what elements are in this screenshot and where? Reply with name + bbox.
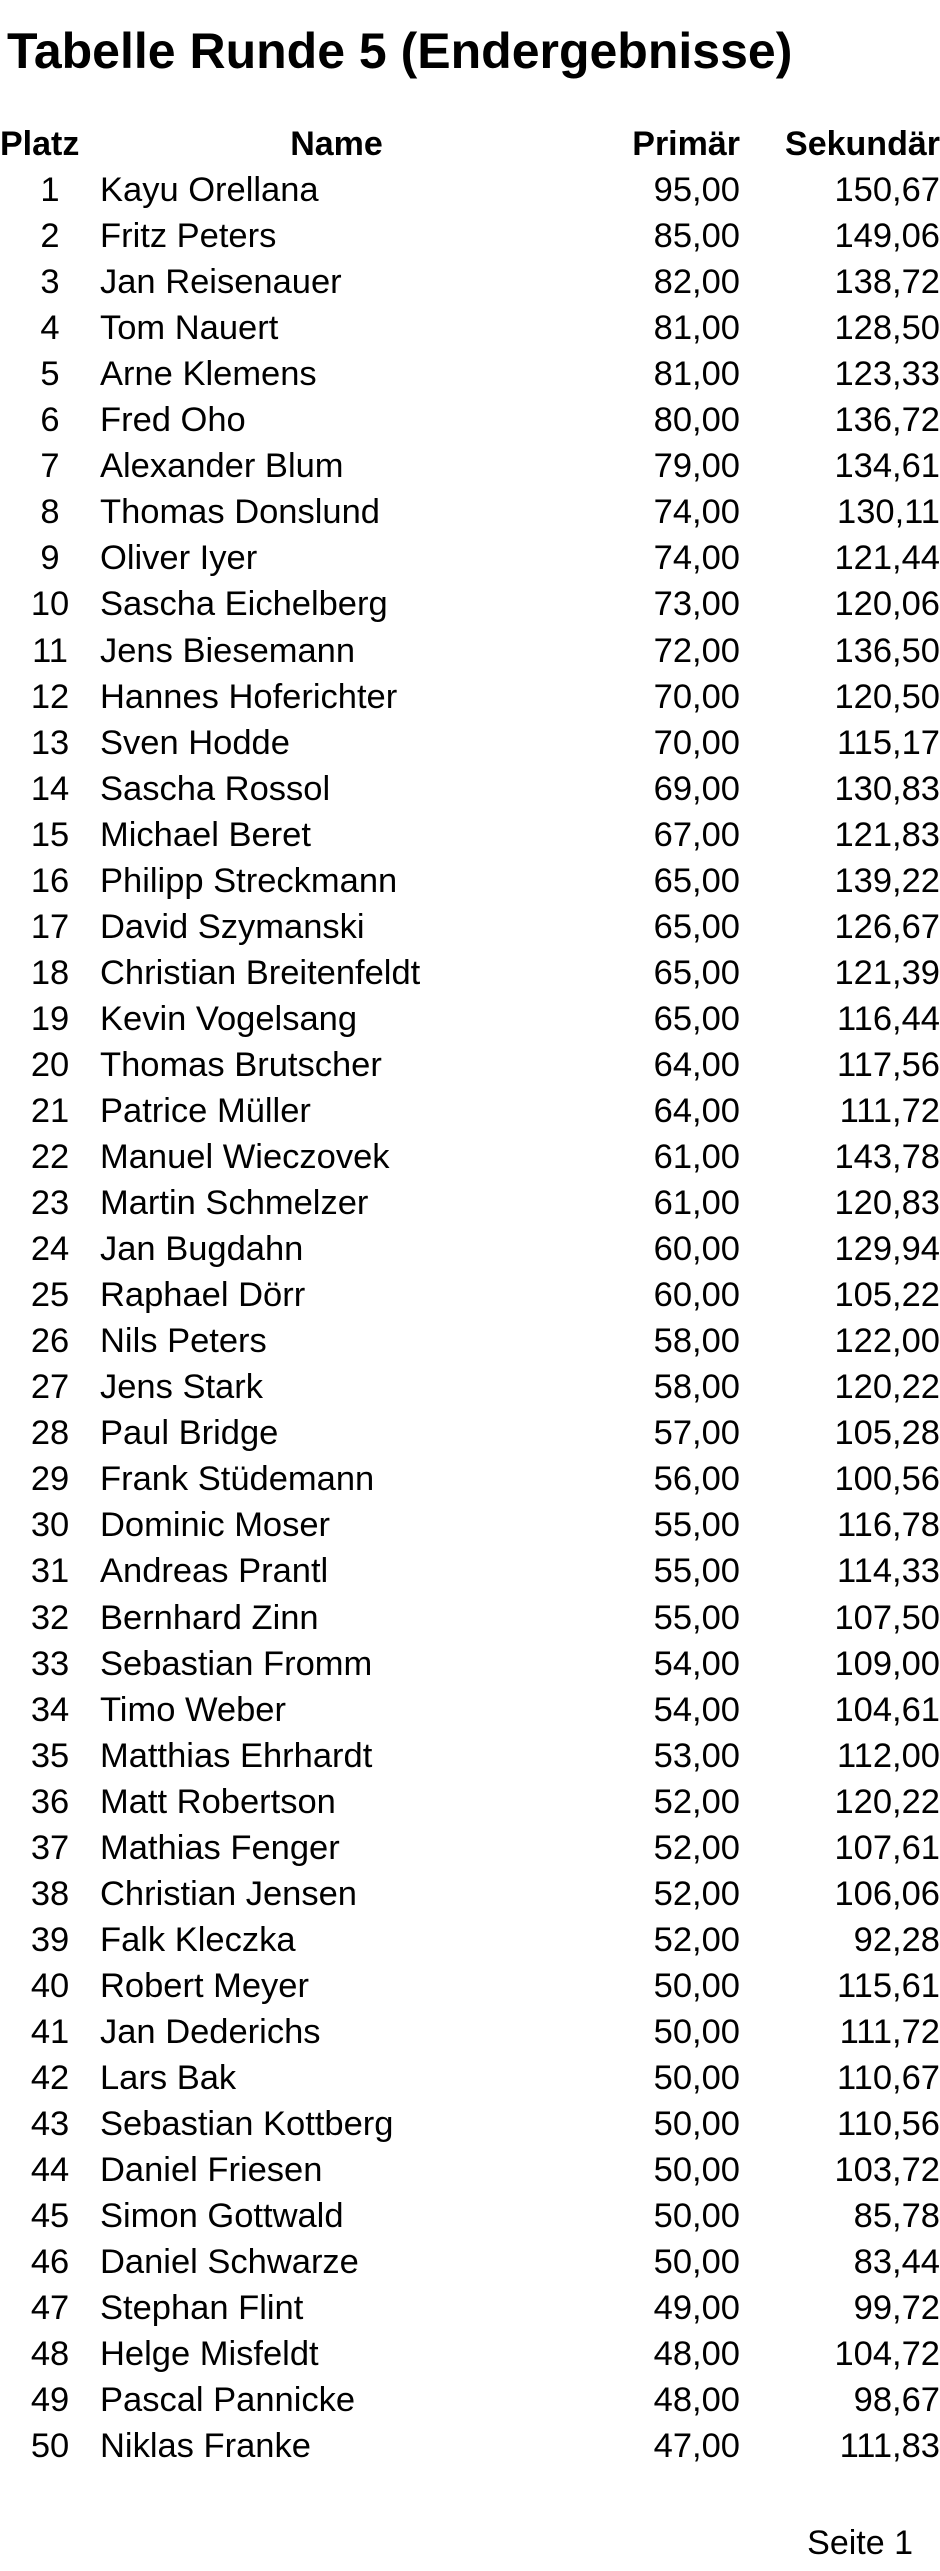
cell-sekundaer: 121,39 xyxy=(834,953,940,992)
cell-name: Niklas Franke xyxy=(100,2427,311,2466)
cell-name: Bernhard Zinn xyxy=(100,1598,319,1637)
cell-primaer: 70,00 xyxy=(653,723,740,762)
cell-primaer: 64,00 xyxy=(653,1092,740,1130)
cell-sekundaer: 129,94 xyxy=(834,1230,940,1269)
cell-platz: 13 xyxy=(30,723,70,762)
cell-primaer: 54,00 xyxy=(653,1644,740,1683)
cell-platz: 2 xyxy=(40,217,60,256)
table-row xyxy=(0,489,940,535)
cell-platz: 49 xyxy=(30,2381,70,2420)
cell-platz: 27 xyxy=(30,1368,70,1407)
table-row xyxy=(0,1410,940,1456)
cell-sekundaer: 83,44 xyxy=(853,2243,940,2282)
table-row xyxy=(0,1318,940,1364)
cell-platz: 33 xyxy=(30,1644,70,1683)
cell-name: Sebastian Fromm xyxy=(100,1644,373,1683)
table-body xyxy=(0,167,940,2469)
cell-sekundaer: 138,72 xyxy=(834,263,940,302)
column-header-primaer: Primär xyxy=(632,125,740,164)
cell-primaer: 65,00 xyxy=(653,907,740,946)
table-row xyxy=(0,2009,940,2055)
table-row xyxy=(0,996,940,1042)
cell-platz: 8 xyxy=(40,493,60,532)
cell-sekundaer: 120,22 xyxy=(834,1368,940,1407)
table-row xyxy=(0,720,940,766)
cell-name: Sebastian Kottberg xyxy=(100,2105,394,2144)
cell-primaer: 81,00 xyxy=(653,309,740,348)
cell-sekundaer: 110,67 xyxy=(837,2058,940,2097)
cell-primaer: 58,00 xyxy=(653,1322,740,1361)
table-row xyxy=(0,1272,940,1318)
table-row xyxy=(0,674,940,720)
cell-sekundaer: 111,72 xyxy=(839,1092,940,1130)
cell-platz: 11 xyxy=(32,631,68,670)
cell-sekundaer: 85,78 xyxy=(853,2197,940,2236)
cell-primaer: 64,00 xyxy=(653,1045,740,1084)
cell-sekundaer: 110,56 xyxy=(837,2105,940,2144)
page-title: Tabelle Runde 5 (Endergebnisse) xyxy=(7,23,793,79)
cell-primaer: 61,00 xyxy=(653,1138,740,1177)
cell-platz: 9 xyxy=(40,539,60,578)
cell-primaer: 69,00 xyxy=(653,769,740,808)
cell-sekundaer: 115,61 xyxy=(837,1966,940,2005)
table-row xyxy=(0,305,940,351)
table-row xyxy=(0,1917,940,1963)
cell-platz: 35 xyxy=(30,1736,70,1775)
cell-name: Nils Peters xyxy=(100,1322,267,1361)
cell-platz: 42 xyxy=(30,2058,70,2097)
cell-sekundaer: 98,67 xyxy=(853,2381,940,2420)
cell-name: Manuel Wieczovek xyxy=(100,1138,390,1177)
cell-sekundaer: 143,78 xyxy=(834,1138,940,1177)
table-row xyxy=(0,1042,940,1088)
cell-primaer: 80,00 xyxy=(653,401,740,440)
cell-primaer: 95,00 xyxy=(653,171,740,210)
cell-primaer: 58,00 xyxy=(653,1368,740,1407)
cell-sekundaer: 120,06 xyxy=(834,585,940,624)
cell-name: Jens Stark xyxy=(100,1368,263,1407)
cell-primaer: 49,00 xyxy=(653,2289,740,2328)
cell-sekundaer: 107,50 xyxy=(834,1598,940,1637)
table-row xyxy=(0,1180,940,1226)
cell-name: Patrice Müller xyxy=(100,1092,311,1130)
cell-sekundaer: 100,56 xyxy=(834,1460,940,1499)
table-row xyxy=(0,2147,940,2193)
cell-sekundaer: 99,72 xyxy=(853,2289,940,2328)
table-row xyxy=(0,1595,940,1641)
table-row xyxy=(0,535,940,581)
cell-sekundaer: 130,83 xyxy=(834,769,940,808)
table-row xyxy=(0,1226,940,1272)
cell-name: Jan Reisenauer xyxy=(100,263,342,302)
cell-primaer: 65,00 xyxy=(653,953,740,992)
table-row xyxy=(0,950,940,996)
cell-primaer: 48,00 xyxy=(653,2381,740,2420)
cell-sekundaer: 122,00 xyxy=(834,1322,940,1361)
cell-platz: 40 xyxy=(30,1966,70,2005)
cell-platz: 1 xyxy=(40,171,60,210)
cell-platz: 10 xyxy=(30,585,70,624)
cell-name: Fred Oho xyxy=(100,401,246,440)
cell-name: Alexander Blum xyxy=(100,447,344,486)
cell-name: Tom Nauert xyxy=(100,309,279,348)
cell-sekundaer: 150,67 xyxy=(834,171,940,210)
column-header-platz: Platz xyxy=(0,125,80,164)
cell-primaer: 55,00 xyxy=(653,1552,740,1591)
cell-name: Paul Bridge xyxy=(100,1414,279,1453)
cell-sekundaer: 117,56 xyxy=(837,1045,940,1084)
cell-sekundaer: 134,61 xyxy=(834,447,940,486)
cell-primaer: 55,00 xyxy=(653,1506,740,1545)
cell-primaer: 50,00 xyxy=(653,2012,740,2051)
cell-primaer: 55,00 xyxy=(653,1598,740,1637)
cell-name: Falk Kleczka xyxy=(100,1920,296,1959)
page-number: Seite 1 xyxy=(807,2524,913,2562)
cell-name: Pascal Pannicke xyxy=(100,2381,356,2420)
column-header-sekundaer: Sekundär xyxy=(785,125,940,164)
cell-name: Frank Stüdemann xyxy=(100,1460,375,1499)
table-row xyxy=(0,259,940,305)
cell-name: Jan Bugdahn xyxy=(100,1230,304,1269)
cell-sekundaer: 104,61 xyxy=(834,1690,940,1729)
cell-primaer: 60,00 xyxy=(653,1276,740,1315)
cell-name: Arne Klemens xyxy=(100,355,317,394)
table-row xyxy=(0,443,940,489)
table-row xyxy=(0,397,940,443)
cell-platz: 23 xyxy=(30,1184,70,1223)
table-row xyxy=(0,2055,940,2101)
cell-platz: 38 xyxy=(30,1874,70,1913)
table-row xyxy=(0,766,940,812)
cell-sekundaer: 104,72 xyxy=(834,2335,940,2374)
cell-sekundaer: 136,72 xyxy=(834,401,940,440)
cell-primaer: 72,00 xyxy=(653,631,740,670)
table-row xyxy=(0,1871,940,1917)
cell-sekundaer: 92,28 xyxy=(853,1920,940,1959)
cell-name: Lars Bak xyxy=(100,2058,237,2097)
cell-name: Fritz Peters xyxy=(100,217,277,256)
table-row xyxy=(0,1779,940,1825)
cell-platz: 45 xyxy=(30,2197,70,2236)
cell-sekundaer: 115,17 xyxy=(837,723,940,762)
cell-sekundaer: 120,83 xyxy=(834,1184,940,1223)
cell-primaer: 56,00 xyxy=(653,1460,740,1499)
cell-platz: 32 xyxy=(30,1598,70,1637)
table-row xyxy=(0,351,940,397)
table-row xyxy=(0,812,940,858)
cell-name: Christian Jensen xyxy=(100,1874,357,1913)
cell-name: Jens Biesemann xyxy=(100,631,356,670)
cell-platz: 6 xyxy=(40,401,60,440)
cell-platz: 14 xyxy=(30,769,70,808)
cell-sekundaer: 149,06 xyxy=(834,217,940,256)
cell-primaer: 50,00 xyxy=(653,2197,740,2236)
cell-sekundaer: 111,83 xyxy=(839,2427,940,2466)
cell-name: Matt Robertson xyxy=(100,1782,336,1821)
cell-platz: 7 xyxy=(40,447,60,486)
table-row xyxy=(0,1134,940,1180)
cell-sekundaer: 114,33 xyxy=(837,1552,940,1591)
cell-sekundaer: 107,61 xyxy=(834,1828,940,1867)
table-row xyxy=(0,1963,940,2009)
cell-name: Raphael Dörr xyxy=(100,1276,306,1315)
cell-name: Matthias Ehrhardt xyxy=(100,1736,373,1775)
cell-platz: 28 xyxy=(30,1414,70,1453)
cell-sekundaer: 136,50 xyxy=(834,631,940,670)
cell-name: Martin Schmelzer xyxy=(100,1184,369,1223)
cell-platz: 24 xyxy=(30,1230,70,1269)
table-row xyxy=(0,1641,940,1687)
cell-sekundaer: 103,72 xyxy=(834,2151,940,2190)
table-row xyxy=(0,2423,940,2469)
cell-name: Oliver Iyer xyxy=(100,539,258,578)
table-row xyxy=(0,858,940,904)
cell-sekundaer: 128,50 xyxy=(834,309,940,348)
cell-name: Daniel Friesen xyxy=(100,2151,323,2190)
cell-primaer: 48,00 xyxy=(653,2335,740,2374)
cell-primaer: 52,00 xyxy=(653,1920,740,1959)
cell-name: Mathias Fenger xyxy=(100,1828,340,1867)
cell-sekundaer: 139,22 xyxy=(834,861,940,900)
cell-primaer: 65,00 xyxy=(653,861,740,900)
table-row xyxy=(0,1088,940,1134)
cell-platz: 37 xyxy=(30,1828,70,1867)
cell-name: Sven Hodde xyxy=(100,723,290,762)
cell-sekundaer: 116,78 xyxy=(837,1506,940,1545)
cell-platz: 5 xyxy=(40,355,60,394)
cell-name: Thomas Donslund xyxy=(100,493,380,532)
cell-primaer: 52,00 xyxy=(653,1782,740,1821)
table-row xyxy=(0,213,940,259)
table-header-row xyxy=(0,121,940,167)
cell-platz: 25 xyxy=(30,1276,70,1315)
cell-name: Sascha Rossol xyxy=(100,769,331,808)
cell-platz: 29 xyxy=(30,1460,70,1499)
cell-primaer: 74,00 xyxy=(653,539,740,578)
cell-name: Michael Beret xyxy=(100,815,311,854)
cell-platz: 30 xyxy=(30,1506,70,1545)
cell-platz: 50 xyxy=(30,2427,70,2466)
cell-platz: 44 xyxy=(30,2151,70,2190)
cell-primaer: 53,00 xyxy=(653,1736,740,1775)
cell-primaer: 50,00 xyxy=(653,1966,740,2005)
table-row xyxy=(0,904,940,950)
cell-platz: 12 xyxy=(30,677,70,716)
cell-name: Sascha Eichelberg xyxy=(100,585,388,624)
cell-sekundaer: 109,00 xyxy=(834,1644,940,1683)
cell-primaer: 81,00 xyxy=(653,355,740,394)
cell-platz: 39 xyxy=(30,1920,70,1959)
cell-primaer: 82,00 xyxy=(653,263,740,302)
cell-platz: 34 xyxy=(30,1690,70,1729)
table-row xyxy=(0,2377,940,2423)
cell-name: David Szymanski xyxy=(100,907,365,946)
cell-primaer: 52,00 xyxy=(653,1828,740,1867)
cell-platz: 3 xyxy=(40,263,60,302)
cell-sekundaer: 120,50 xyxy=(834,677,940,716)
cell-platz: 21 xyxy=(30,1092,70,1130)
table-row xyxy=(0,1687,940,1733)
cell-primaer: 50,00 xyxy=(653,2151,740,2190)
cell-platz: 48 xyxy=(30,2335,70,2374)
cell-sekundaer: 121,83 xyxy=(834,815,940,854)
cell-primaer: 50,00 xyxy=(653,2105,740,2144)
cell-primaer: 60,00 xyxy=(653,1230,740,1269)
table-row xyxy=(0,2193,940,2239)
cell-platz: 43 xyxy=(30,2105,70,2144)
table-row xyxy=(0,1364,940,1410)
cell-platz: 17 xyxy=(30,907,70,946)
cell-primaer: 47,00 xyxy=(653,2427,740,2466)
cell-platz: 22 xyxy=(30,1138,70,1177)
cell-platz: 19 xyxy=(30,999,70,1038)
cell-platz: 36 xyxy=(30,1782,70,1821)
cell-sekundaer: 105,28 xyxy=(834,1414,940,1453)
cell-primaer: 52,00 xyxy=(653,1874,740,1913)
cell-primaer: 70,00 xyxy=(653,677,740,716)
cell-sekundaer: 123,33 xyxy=(834,355,940,394)
cell-sekundaer: 126,67 xyxy=(834,907,940,946)
cell-platz: 31 xyxy=(30,1552,70,1591)
cell-name: Helge Misfeldt xyxy=(100,2335,319,2374)
cell-name: Dominic Moser xyxy=(100,1506,331,1545)
cell-name: Jan Dederichs xyxy=(100,2012,321,2051)
cell-name: Robert Meyer xyxy=(100,1966,309,2005)
cell-primaer: 79,00 xyxy=(653,447,740,486)
table-row xyxy=(0,167,940,213)
table-row xyxy=(0,1733,940,1779)
table-row xyxy=(0,2101,940,2147)
cell-sekundaer: 105,22 xyxy=(834,1276,940,1315)
table-row xyxy=(0,1456,940,1502)
cell-sekundaer: 106,06 xyxy=(834,1874,940,1913)
cell-primaer: 50,00 xyxy=(653,2243,740,2282)
cell-name: Andreas Prantl xyxy=(100,1552,329,1591)
cell-platz: 47 xyxy=(30,2289,70,2328)
column-header-name: Name xyxy=(290,125,383,164)
table-row xyxy=(0,628,940,674)
table-row xyxy=(0,581,940,627)
cell-primaer: 54,00 xyxy=(653,1690,740,1729)
cell-sekundaer: 112,00 xyxy=(837,1736,940,1775)
cell-name: Thomas Brutscher xyxy=(100,1045,382,1084)
cell-primaer: 85,00 xyxy=(653,217,740,256)
cell-name: Hannes Hoferichter xyxy=(100,677,398,716)
cell-sekundaer: 116,44 xyxy=(837,999,940,1038)
cell-sekundaer: 120,22 xyxy=(834,1782,940,1821)
cell-platz: 18 xyxy=(30,953,70,992)
cell-platz: 15 xyxy=(30,815,70,854)
cell-name: Kayu Orellana xyxy=(100,171,319,210)
cell-platz: 41 xyxy=(30,2012,70,2051)
cell-sekundaer: 130,11 xyxy=(837,493,940,532)
table-row xyxy=(0,2331,940,2377)
cell-platz: 16 xyxy=(30,861,70,900)
table-row xyxy=(0,1548,940,1594)
cell-name: Timo Weber xyxy=(100,1690,286,1729)
table-row xyxy=(0,2239,940,2285)
cell-primaer: 57,00 xyxy=(653,1414,740,1453)
standings-table xyxy=(0,121,940,2469)
table-row xyxy=(0,2285,940,2331)
cell-name: Kevin Vogelsang xyxy=(100,999,358,1038)
cell-platz: 46 xyxy=(30,2243,70,2282)
cell-platz: 4 xyxy=(40,309,60,348)
cell-primaer: 65,00 xyxy=(653,999,740,1038)
table-row xyxy=(0,1502,940,1548)
table-row xyxy=(0,1825,940,1871)
cell-sekundaer: 111,72 xyxy=(839,2012,940,2051)
cell-name: Simon Gottwald xyxy=(100,2197,344,2236)
cell-primaer: 74,00 xyxy=(653,493,740,532)
cell-name: Philipp Streckmann xyxy=(100,861,398,900)
cell-primaer: 50,00 xyxy=(653,2058,740,2097)
cell-primaer: 67,00 xyxy=(653,815,740,854)
cell-sekundaer: 121,44 xyxy=(834,539,940,578)
cell-name: Christian Breitenfeldt xyxy=(100,953,421,992)
cell-platz: 26 xyxy=(30,1322,70,1361)
cell-name: Stephan Flint xyxy=(100,2289,304,2328)
cell-primaer: 73,00 xyxy=(653,585,740,624)
cell-name: Daniel Schwarze xyxy=(100,2243,359,2282)
cell-platz: 20 xyxy=(30,1045,70,1084)
cell-primaer: 61,00 xyxy=(653,1184,740,1223)
